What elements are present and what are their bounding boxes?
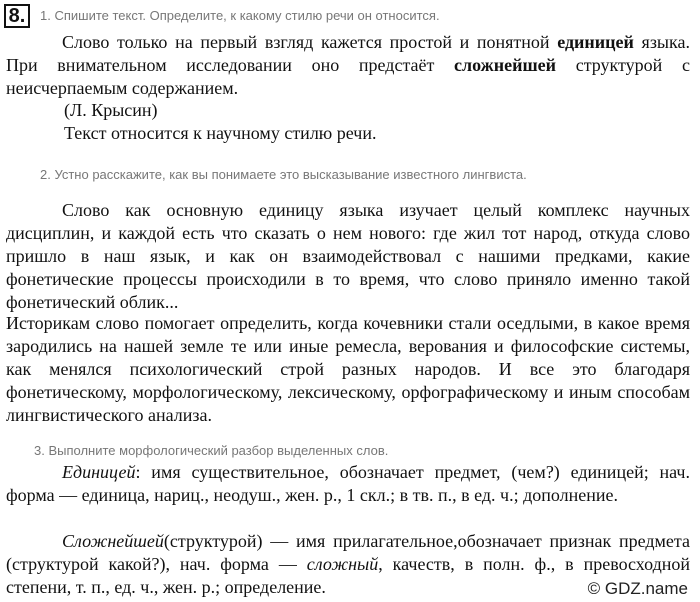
task2-prompt: 2. Устно расскажите, как вы понимаете это высказывание известного лингвиста.	[40, 167, 527, 182]
task3-word2: Сложнейшей	[62, 531, 164, 551]
task3-prompt: 3. Выполните морфологический разбор выделенных слов.	[34, 443, 389, 458]
task3-word1-rest: : имя существительное, обозначает предмет, (чем?) единицей; нач. форма — единица, нариц., неодуш., жен. р., 1 скл.; в тв. п., в ед. ч.; дополнение.	[6, 462, 690, 505]
task1-text-c: структурой с неисчерпаемым содержанием.	[6, 55, 690, 98]
task3-word1: Единицей	[62, 462, 136, 482]
task2-paragraph1: Слово как основную единицу языка изучает целый комплекс научных дисциплин, и каждой есть что сказать о нем нового: где жил тот народ, откуда слово пришло в наш язык, и как он взаимодействовал с нашими предками, какие фонетические процессы происходили в то время, что слово приняло именно такой фонетический облик...	[6, 200, 690, 312]
task3-word2-rest-a: (структурой) — имя прилагательное,обозначает признак предмета (структурой какой?), нач. форма —	[6, 531, 690, 574]
task1-bold-a: единицей	[557, 32, 634, 52]
task3-word2-form: сложный	[306, 554, 379, 574]
footer-watermark: © GDZ.name	[582, 579, 688, 599]
task3-analysis-word1	[6, 461, 690, 507]
task1-text-a: Слово только на первый взгляд кажется простой и понятной	[62, 32, 558, 52]
task1-bold-b: сложнейшей	[454, 55, 557, 75]
task2-paragraph2: Историкам слово помогает определить, когда кочевники стали оседлыми, в какое время зародились на нашей земле те или иные ремесла, верования и философские системы, как менялся психологический строй разных народов. И все это благодаря фонетическому, морфологическому, лексическому, орфографическому и иным способам лингвистического анализа.	[6, 313, 690, 425]
task1-source: (Л. Крысин)	[64, 100, 158, 120]
task1-text-b: языка. При внимательном исследовании оно предстаёт	[6, 32, 690, 75]
task3-word2-rest-b: , качеств, в полн. ф., в превосходной степени, т. п., ед. ч., жен. р.; определение.	[6, 554, 690, 597]
task1-text	[6, 31, 690, 100]
task1-prompt: 1. Спишите текст. Определите, к какому стилю речи он относится.	[40, 8, 440, 23]
task1-answer: Текст относится к научному стилю речи.	[64, 123, 377, 143]
task-number-badge: 8.	[4, 4, 30, 28]
